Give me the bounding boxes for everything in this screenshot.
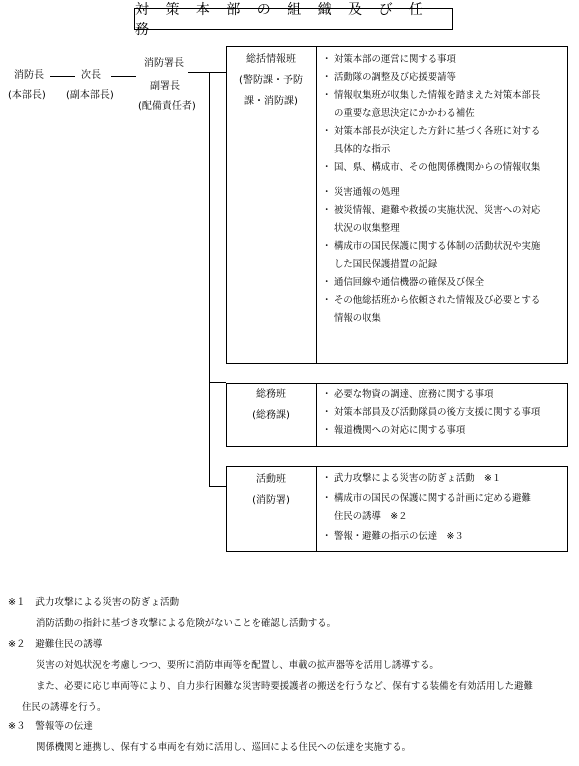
task-item: ・ 対策本部長が決定した方針に基づく各班に対する 具体的な指示 bbox=[322, 126, 541, 155]
connector-line bbox=[188, 72, 209, 73]
deputy-role: (副本部長) bbox=[66, 90, 114, 101]
task-item: ・ 構成市の国民の保護に関する計画に定める避難 住民の誘導 ※２ bbox=[322, 493, 531, 522]
team-sub-line: (警防課・予防 bbox=[239, 75, 303, 86]
team-header-general-info bbox=[226, 49, 316, 112]
task-list-general-info bbox=[322, 51, 566, 328]
station-role: (配備責任者) bbox=[138, 101, 196, 112]
task-list-operations bbox=[322, 470, 566, 546]
task-item: ・ 構成市の国民保護に関する体制の活動状況や実施 した国民保護措置の記録 bbox=[322, 241, 541, 270]
team-sub-line: (総務課) bbox=[252, 410, 290, 421]
task-list-general-affairs bbox=[322, 386, 566, 440]
task-item: ・ 活動隊の調整及び応援要請等 bbox=[322, 72, 456, 83]
deputy-name: 次長 bbox=[81, 70, 101, 81]
chief-name: 消防長 bbox=[14, 70, 44, 81]
tree-trunk-line bbox=[209, 72, 210, 486]
team-header-operations bbox=[226, 469, 316, 511]
task-item: ・ 情報収集班が収集した情報を踏まえた対策本部長 の重要な意思決定にかかわる補佐 bbox=[322, 90, 541, 119]
box-divider bbox=[316, 383, 317, 447]
connector-line bbox=[50, 76, 75, 77]
note-1-body: 消防活動の指針に基づき攻撃による危険がないことを確認し活動する。 bbox=[36, 618, 337, 629]
branch-line bbox=[209, 382, 226, 383]
note-2-body: 住民の誘導を行う。 bbox=[22, 702, 107, 713]
task-item: ・ 災害通報の処理 bbox=[322, 187, 400, 198]
task-item: ・ 報道機関への対応に関する事項 bbox=[322, 425, 466, 436]
task-item: ・ 武力攻撃による災害の防ぎょ活動 ※１ bbox=[322, 473, 502, 484]
connector-line bbox=[111, 76, 136, 77]
task-item: ・ 必要な物資の調達、庶務に関する事項 bbox=[322, 389, 494, 400]
branch-line bbox=[209, 486, 226, 487]
branch-line bbox=[209, 72, 226, 73]
note-2-body: また、必要に応じ車両等により、自力歩行困難な災害時要援護者の搬送を行うなど、保有する装備を有効活用した避難 bbox=[36, 681, 533, 692]
note-1-heading: ※１ 武力攻撃による災害の防ぎょ活動 bbox=[8, 597, 180, 608]
team-sub-line: 課・消防課) bbox=[244, 96, 298, 107]
task-item: ・ 被災情報、避難や救援の実施状況、災害への対応 状況の収集整理 bbox=[322, 205, 541, 234]
task-item: ・ 通信回線や通信機器の確保及び保全 bbox=[322, 277, 485, 288]
team-sub-line: (消防署) bbox=[252, 495, 290, 506]
team-header-general-affairs bbox=[226, 384, 316, 426]
task-item: ・ 対策本部員及び活動隊員の後方支援に関する事項 bbox=[322, 407, 541, 418]
box-divider bbox=[316, 46, 317, 364]
task-item: ・ 警報・避難の指示の伝達 ※３ bbox=[322, 531, 464, 542]
station-deputy-name: 副署長 bbox=[150, 81, 180, 92]
note-2-heading: ※２ 避難住民の誘導 bbox=[8, 639, 103, 650]
team-name: 活動班 bbox=[256, 474, 286, 485]
note-2-body: 災害の対処状況を考慮しつつ、要所に消防車両等を配置し、車載の拡声器等を活用し誘導する。 bbox=[36, 660, 439, 671]
team-name: 総務班 bbox=[256, 389, 286, 400]
station-chief-name: 消防署長 bbox=[144, 58, 184, 69]
task-item: ・ 対策本部の運営に関する事項 bbox=[322, 54, 456, 65]
box-divider bbox=[316, 466, 317, 552]
team-name: 総括情報班 bbox=[246, 54, 296, 65]
note-3-heading: ※３ 警報等の伝達 bbox=[8, 721, 93, 732]
note-3-body: 関係機関と連携し、保有する車両を有効に活用し、巡回による住民への伝達を実施する。 bbox=[36, 742, 412, 753]
task-item: ・ 国、県、構成市、その他関係機関からの情報収集 bbox=[322, 162, 541, 173]
chief-role: (本部長) bbox=[8, 90, 46, 101]
task-item: ・ その他総括班から依頼された情報及び必要とする 情報の収集 bbox=[322, 295, 541, 324]
page-title: 対 策 本 部 の 組 織 及 び 任 務 bbox=[134, 8, 453, 30]
